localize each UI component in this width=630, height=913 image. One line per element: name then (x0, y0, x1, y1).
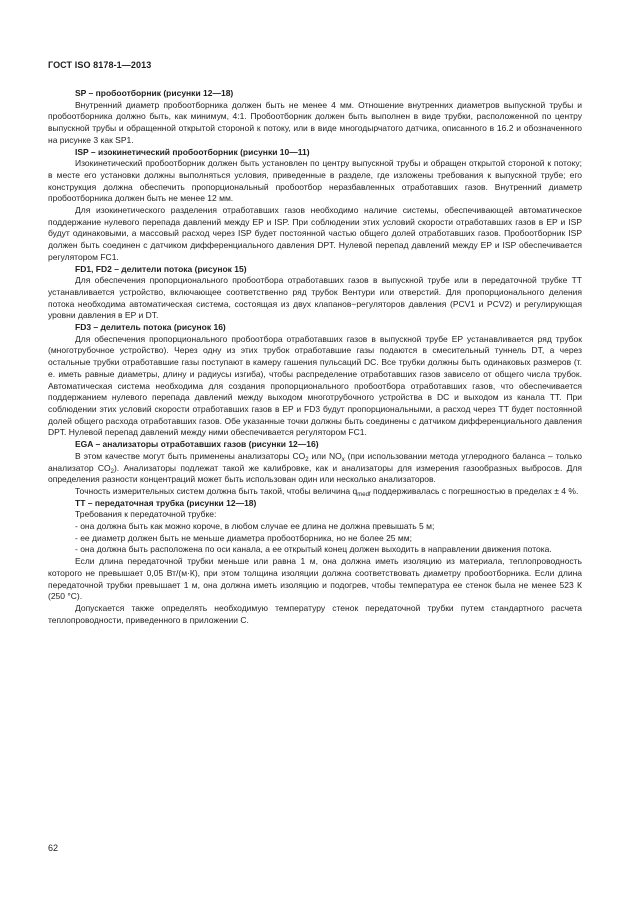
body-paragraph: Для изокинетического разделения отработавших газов необходимо наличие системы, обеспечивающей автоматическое поддержание нулевого перепада давлений между EP и ISP. При соблюдении этих условий скорости отработавших газов в EP и ISP будут одинаковыми, а массовый расход через ISP будет постоянной частью общего долей отработавших газов. Пробоотборник ISP должен быть соединен с датчиком дифференциального давления DPT. Нулевой перепад давлений между EP и ISP обеспечивается регулятором FC1. (48, 205, 582, 262)
list-item: - она должна быть как можно короче, в любом случае ее длина не должна превышать 5 м; (75, 521, 435, 532)
text-segment: В этом качестве могут быть применены анализаторы CO (75, 450, 306, 461)
list-item: - ее диаметр должен быть не меньше диаметра пробоотборника, но не более 25 мм; (75, 532, 412, 543)
text-segment: ). Анализаторы подлежат такой же калибровке, как и анализаторы для измерения газообразных выбросов. Для определения разности концентраций может быть использован один или несколько анализаторов. (48, 462, 582, 485)
body-paragraph: Требования к передаточной трубке: (75, 509, 217, 520)
list-item: - она должна быть расположена по оси канала, а ее открытый конец должен выходить в направлении движения потока. (75, 544, 552, 555)
text-segment: поддерживалась с погрешностью в пределах ± 4 %. (370, 485, 579, 496)
section-heading: EGA – анализаторы отработавших газов (рисунки 12—16) (75, 439, 319, 450)
body-paragraph: Допускается также определять необходимую температуру стенок передаточной трубки путем стандартного расчета теплопроводности, приведенного в приложении С. (48, 602, 582, 625)
section-heading: SP – пробоотборник (рисунки 12—18) (75, 88, 234, 98)
subscript: medf (357, 491, 371, 498)
text-segment: (при использовании метода углеродного баланса – только анализатор CO (48, 450, 582, 473)
subscript: 2 (305, 456, 309, 463)
standard-title: ГОСТ ISO 8178-1—2013 (48, 60, 152, 70)
section-heading: FD3 – делитель потока (рисунок 16) (75, 322, 226, 333)
section-heading: ISP – изокинетический пробоотборник (рисунки 10—11) (75, 146, 310, 157)
subscript: 2 (110, 468, 114, 475)
subscript: x (341, 456, 345, 463)
body-paragraph: Для обеспечения пропорционального пробоотбора отработавших газов в выпускной трубе или в передаточной трубке TT устанавливается устройство, включающее соответственно ряд трубок Вентури или отверстий. Для пропорционального деления потока необходима автоматическая система, состоящая из двух клапанов−регуляторов давления (PCV1 и PCV2) и регулирующая уровни давления в EP и DT. (48, 275, 582, 321)
body-paragraph: Для обеспечения пропорционального пробоотбора отработавших газов в выпускной трубе EP устанавливается ряд трубок (многотрубочное устройство). Через одну из этих трубок отработавшие газы подаются в смесительный туннель DT, а через остальные трубки отработавшие газы поступают в камеру гашения пульсаций DC. Все трубки должны быть одинаковых размеров (т. е. иметь равные диаметры, длину и радиусы изгиба), чтобы распределение отработавших газов зависело от общего числа трубок. Автоматическая система необходима для создания пропорционального пробоотбора отработавших газов, что обеспечивается поддержанием нулевого перепада давлений между выходом многотрубочного устройства в DC и выходом из канала TT. При соблюдении этих условий скорости отработавших газов в EP и FD3 будут пропорциональными, а расход через TT будет постоянной долей общего расхода отработавших газов. Обе указанные точки должны быть соединены с датчиком дифференциального давления DPT. Нулевой перепад давлений между ними обеспечивается регулятором FC1. (48, 333, 582, 438)
body-paragraph: Изокинетический пробоотборник должен быть установлен по центру выпускной трубы и обращен открытой стороной к потоку; в месте его установки должны выполняться условия, приведенные в разделе, где изложены требования к выпускной трубе; его конструкция должна обеспечить пропорциональный пробоотбор неразбавленных отработавших газов. Внутренний диаметр пробоотборника должен быть не менее 12 мм. (48, 158, 582, 204)
text-segment: Точность измерительных систем должна быть такой, чтобы величина q (75, 485, 358, 496)
body-paragraph (48, 486, 582, 498)
section-heading: TT – передаточная трубка (рисунки 12—18) (75, 497, 257, 508)
document-body (48, 88, 582, 626)
page-number: 62 (48, 843, 59, 853)
body-paragraph: Если длина передаточной трубки меньше или равна 1 м, она должна иметь изоляцию из материала, теплопроводность которого не превышает 0,05 Вт/(м·К), при этом толщина изоляции должна соответствовать диаметру пробоотборника. Если длина передаточной трубки превышает 1 м, она должна иметь изоляцию и подогрев, чтобы температура ее стенок была не менее 523 К (250 °С). (48, 556, 582, 602)
section-heading: FD1, FD2 – делители потока (рисунок 15) (75, 263, 247, 274)
body-paragraph: Внутренний диаметр пробоотборника должен быть не менее 4 мм. Отношение внутренних диаметров выпускной трубы и пробоотборника должно быть, как минимум, 4:1. Пробоотборник должен быть выполнен в виде трубки, расположенной по центру выпускной трубы и обращенной открытой стороной к потоку, или в виде многодырчатого датчика, описанного в 16.2 и обозначенного на рисунке 3 как SP1. (48, 99, 582, 145)
text-segment: или NO (308, 450, 342, 461)
body-paragraph (48, 451, 582, 486)
